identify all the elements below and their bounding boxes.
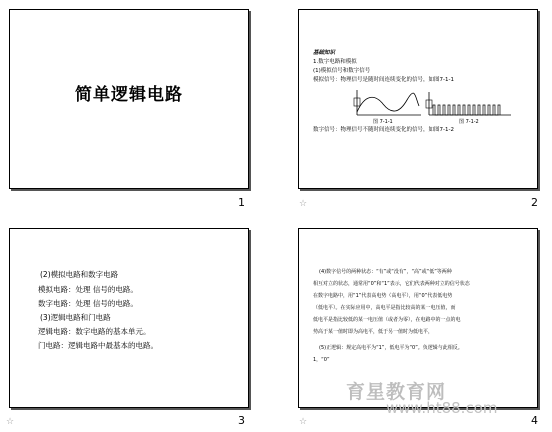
figure-caption: 图 7-1-2: [459, 119, 479, 125]
text-line: 低电平是指比较低的某一电压值（或者为零），在电路中的一点的电: [313, 317, 461, 323]
analog-signal-figure: [351, 88, 423, 118]
text-line: 在数字电路中，用“1”代表高电势（高电平），用“0”代表低电势: [313, 293, 453, 299]
slide-transition-icon[interactable]: ☆: [299, 199, 308, 209]
slide-3[interactable]: [9, 228, 249, 408]
text-line: 逻辑电路：数字电路的基本单元。: [38, 327, 151, 336]
watermark-logo: 育星教育网: [346, 381, 447, 403]
page-number: 1: [238, 196, 245, 209]
text-line: (1)模拟信号和数字信号: [313, 68, 371, 74]
text-line: 数字电路：处理 信号的电路。: [38, 299, 138, 308]
text-line: （低电平）。在实际应用中，高电平是指比较高的某一电压值，而: [313, 305, 456, 311]
text-line: 势高于某一值时即为高电平，低于另一值时为低电平，: [313, 329, 434, 335]
text-line: (2)模拟电路和数字电路: [40, 270, 119, 279]
watermark-url: www.ht88.com: [386, 399, 498, 417]
page-number: 2: [531, 196, 538, 209]
page-number: 4: [531, 414, 538, 427]
slide-2[interactable]: [298, 9, 538, 189]
text-line: (4)数字信号的两种状态：“有”或“没有”，“高”或“低”等两种: [319, 269, 452, 275]
figure-caption: 图 7-1-1: [373, 119, 393, 125]
text-line: (5)正逻辑：规定高电平为“1”，低电平为“0”。负逻辑与此相反。: [319, 345, 463, 351]
text-line: 门电路：逻辑电路中最基本的电路。: [38, 341, 158, 350]
slide-title: 简单逻辑电路: [75, 85, 183, 105]
section-heading: 基础知识: [313, 50, 336, 56]
text-line: (3)逻辑电路和门电路: [40, 313, 111, 322]
text-line: 数字信号：物理信号不随时间连续变化的信号，如图7-1-2: [313, 127, 454, 133]
text-line: 1，“0”: [313, 357, 330, 363]
slide-transition-icon[interactable]: ☆: [299, 417, 308, 427]
digital-signal-figure: [425, 88, 513, 118]
slide-transition-icon[interactable]: ☆: [6, 417, 15, 427]
text-line: 相互对立的状态，通常用“0”和“1”表示，它们代表两种对立的信号状态: [313, 281, 470, 287]
page-number: 3: [238, 414, 245, 427]
slide-1[interactable]: [9, 9, 249, 189]
text-line: 模拟电路：处理 信号的电路。: [38, 285, 138, 294]
text-line: 1.数字电路和模拟: [313, 59, 357, 65]
text-line: 模拟信号：物理信号是随时间连续变化的信号，如图7-1-1: [313, 77, 454, 83]
